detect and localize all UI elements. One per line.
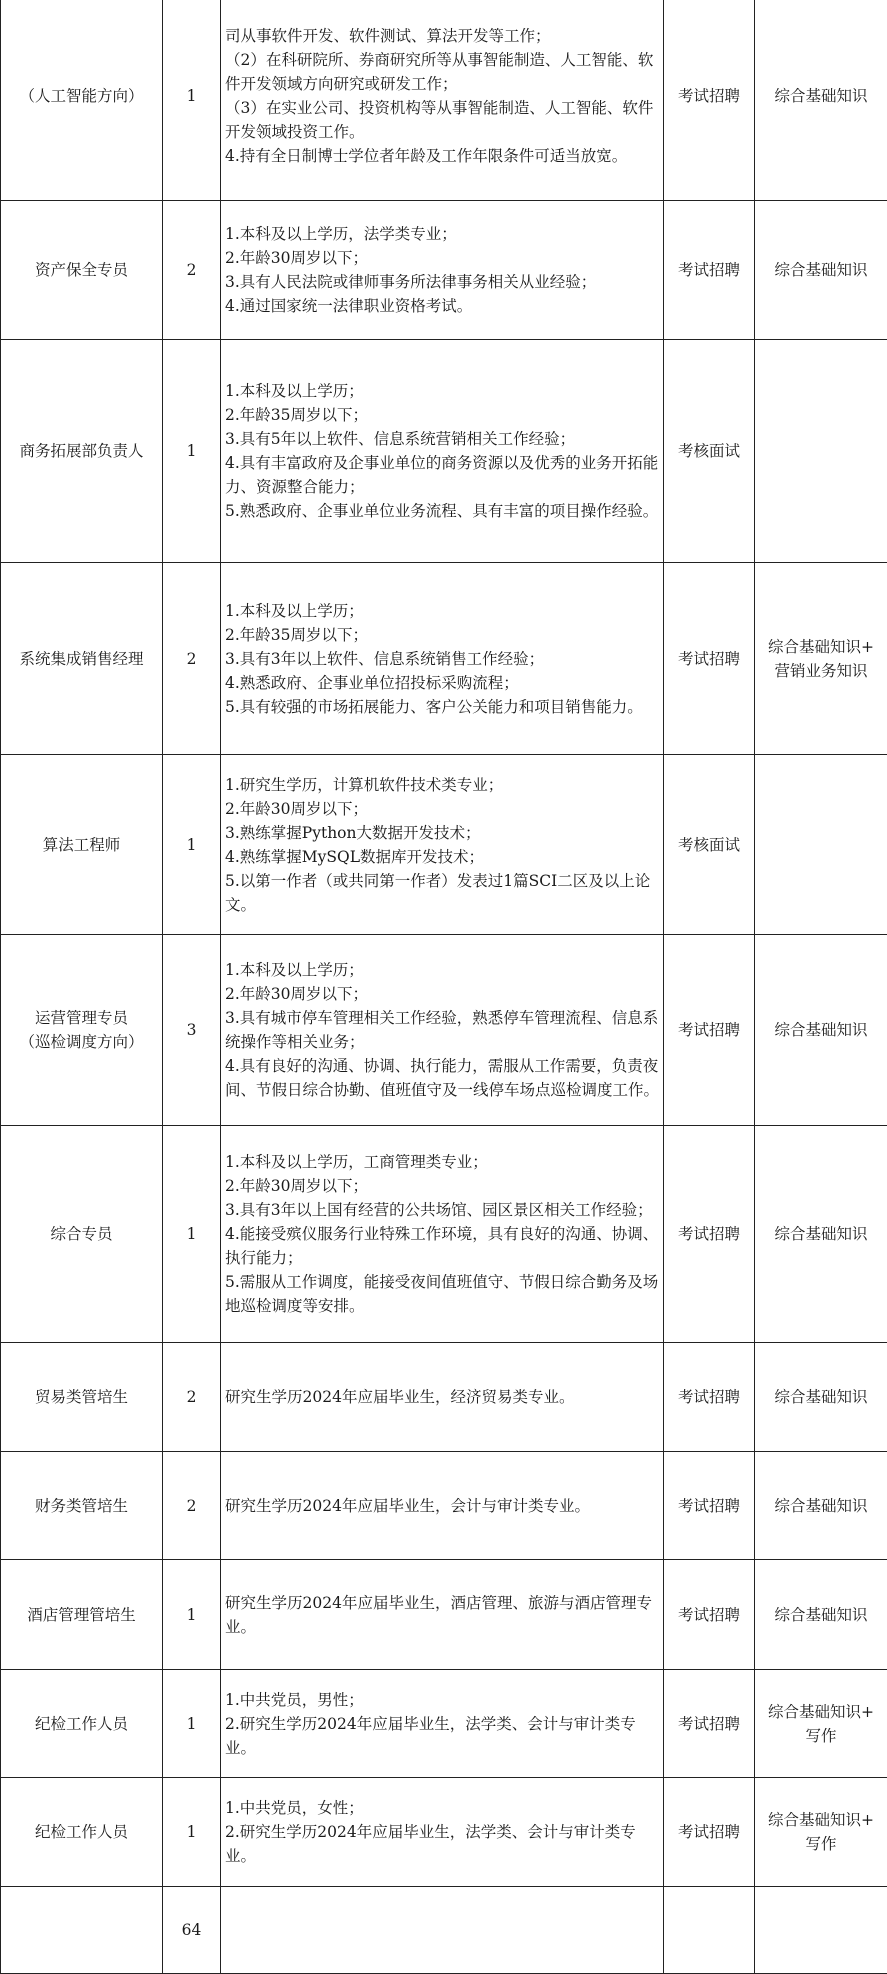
requirements-cell-line: 1.研究生学历，计算机软件技术类专业； <box>225 773 659 797</box>
requirements-cell-line: 研究生学历2024年应届毕业生，经济贸易类专业。 <box>225 1385 659 1409</box>
requirements-cell-line: 2.研究生学历2024年应届毕业生，法学类、会计与审计类专业。 <box>225 1820 659 1868</box>
table-row <box>1 1560 887 1670</box>
headcount-cell: 2 <box>163 201 221 340</box>
exam-subject-cell <box>755 340 887 563</box>
recruit-method-cell: 考核面试 <box>664 340 755 563</box>
requirements-cell <box>221 0 664 201</box>
position-name-cell <box>1 201 163 340</box>
requirements-cell-line: 2.年龄30周岁以下； <box>225 1174 659 1198</box>
position-name-cell <box>1 1560 163 1670</box>
recruit-method-cell <box>664 1887 755 1974</box>
exam-subject-cell-line: 综合基础知识 <box>757 258 885 282</box>
requirements-cell <box>221 1126 664 1343</box>
headcount-cell: 1 <box>163 1670 221 1778</box>
requirements-cell-line: 2.年龄35周岁以下； <box>225 403 659 427</box>
position-name-cell <box>1 340 163 563</box>
exam-subject-cell-line: 综合基础知识 <box>757 1018 885 1042</box>
table-row <box>1 935 887 1126</box>
recruit-method-cell: 考试招聘 <box>664 1452 755 1560</box>
position-name-cell <box>1 1670 163 1778</box>
exam-subject-cell-line: 综合基础知识+ <box>757 1700 885 1724</box>
exam-subject-cell <box>755 0 887 201</box>
exam-subject-cell-line: 综合基础知识 <box>757 84 885 108</box>
recruit-method-cell: 考试招聘 <box>664 563 755 755</box>
requirements-cell-line: 司从事软件开发、软件测试、算法开发等工作； <box>225 24 659 48</box>
headcount-cell: 1 <box>163 1126 221 1343</box>
requirements-cell-line: 5.需服从工作调度，能接受夜间值班值守、节假日综合勤务及场地巡检调度等安排。 <box>225 1270 659 1318</box>
headcount-cell: 1 <box>163 1778 221 1887</box>
position-name-cell-line: 商务拓展部负责人 <box>5 439 158 463</box>
table-row <box>1 1670 887 1778</box>
headcount-cell: 1 <box>163 0 221 201</box>
exam-subject-cell-line: 综合基础知识 <box>757 1494 885 1518</box>
position-name-cell-line: 财务类管培生 <box>5 1494 158 1518</box>
exam-subject-cell-line: 写作 <box>757 1724 885 1748</box>
recruit-method-cell: 考试招聘 <box>664 1560 755 1670</box>
exam-subject-cell <box>755 755 887 935</box>
position-name-cell <box>1 1778 163 1887</box>
requirements-cell-line: 2.年龄30周岁以下； <box>225 246 659 270</box>
requirements-cell-line: 1.本科及以上学历； <box>225 958 659 982</box>
exam-subject-cell-line: 综合基础知识+ <box>757 1808 885 1832</box>
requirements-cell <box>221 1670 664 1778</box>
position-name-cell-line: 算法工程师 <box>5 833 158 857</box>
position-name-cell-line: 酒店管理管培生 <box>5 1603 158 1627</box>
requirements-cell-line: 3.具有3年以上国有经营的公共场馆、园区景区相关工作经验； <box>225 1198 659 1222</box>
headcount-cell: 3 <box>163 935 221 1126</box>
requirements-cell <box>221 1887 664 1974</box>
table-row <box>1 340 887 563</box>
headcount-cell: 2 <box>163 1452 221 1560</box>
requirements-cell-line: 4.能接受殡仪服务行业特殊工作环境，具有良好的沟通、协调、执行能力； <box>225 1222 659 1270</box>
table-row <box>1 1778 887 1887</box>
exam-subject-cell <box>755 1670 887 1778</box>
recruit-method-cell: 考试招聘 <box>664 0 755 201</box>
requirements-cell-line: 2.年龄30周岁以下； <box>225 982 659 1006</box>
table-row <box>1 201 887 340</box>
requirements-cell-line: 4.持有全日制博士学位者年龄及工作年限条件可适当放宽。 <box>225 144 659 168</box>
exam-subject-cell-line: 写作 <box>757 1832 885 1856</box>
requirements-cell-line: 研究生学历2024年应届毕业生，会计与审计类专业。 <box>225 1494 659 1518</box>
requirements-cell <box>221 1452 664 1560</box>
requirements-cell-line: 4.熟练掌握MySQL数据库开发技术； <box>225 845 659 869</box>
exam-subject-cell <box>755 1452 887 1560</box>
requirements-cell-line: 1.中共党员，男性； <box>225 1688 659 1712</box>
position-name-cell <box>1 1343 163 1452</box>
requirements-cell <box>221 755 664 935</box>
exam-subject-cell <box>755 935 887 1126</box>
headcount-cell: 1 <box>163 1560 221 1670</box>
exam-subject-cell-line: 综合基础知识 <box>757 1603 885 1627</box>
requirements-cell <box>221 201 664 340</box>
requirements-cell-line: 4.具有丰富政府及企事业单位的商务资源以及优秀的业务开拓能力、资源整合能力； <box>225 451 659 499</box>
requirements-cell-line: 3.具有5年以上软件、信息系统营销相关工作经验； <box>225 427 659 451</box>
requirements-cell-line: 4.具有良好的沟通、协调、执行能力，需服从工作需要，负责夜间、节假日综合协勤、值班值守及一线停车场点巡检调度工作。 <box>225 1054 659 1102</box>
position-name-cell <box>1 755 163 935</box>
requirements-cell <box>221 1343 664 1452</box>
position-name-cell-line: 系统集成销售经理 <box>5 647 158 671</box>
recruit-method-cell: 考试招聘 <box>664 935 755 1126</box>
requirements-cell-line: 5.具有较强的市场拓展能力、客户公关能力和项目销售能力。 <box>225 695 659 719</box>
requirements-cell-line: 3.熟练掌握Python大数据开发技术； <box>225 821 659 845</box>
requirements-cell-line: 4.熟悉政府、企事业单位招投标采购流程； <box>225 671 659 695</box>
exam-subject-cell <box>755 1343 887 1452</box>
requirements-cell <box>221 563 664 755</box>
table-row <box>1 755 887 935</box>
requirements-cell-line: 1.本科及以上学历，工商管理类专业； <box>225 1150 659 1174</box>
position-name-cell-line: （巡检调度方向） <box>5 1030 158 1054</box>
exam-subject-cell <box>755 201 887 340</box>
position-name-cell <box>1 935 163 1126</box>
position-name-cell-line: 资产保全专员 <box>5 258 158 282</box>
position-name-cell <box>1 1887 163 1974</box>
position-name-cell-line: 综合专员 <box>5 1222 158 1246</box>
requirements-cell-line: 2.年龄35周岁以下； <box>225 623 659 647</box>
recruit-method-cell: 考核面试 <box>664 755 755 935</box>
table-row <box>1 0 887 201</box>
requirements-cell-line: 1.中共党员，女性； <box>225 1796 659 1820</box>
requirements-cell-line: 5.以第一作者（或共同第一作者）发表过1篇SCI二区及以上论文。 <box>225 869 659 917</box>
table-row <box>1 563 887 755</box>
headcount-cell: 64 <box>163 1887 221 1974</box>
requirements-cell-line: 研究生学历2024年应届毕业生，酒店管理、旅游与酒店管理专业。 <box>225 1591 659 1639</box>
recruit-method-cell: 考试招聘 <box>664 201 755 340</box>
table-row <box>1 1343 887 1452</box>
exam-subject-cell <box>755 1778 887 1887</box>
requirements-cell-line: 3.具有城市停车管理相关工作经验，熟悉停车管理流程、信息系统操作等相关业务； <box>225 1006 659 1054</box>
recruit-method-cell: 考试招聘 <box>664 1778 755 1887</box>
position-name-cell-line: 纪检工作人员 <box>5 1820 158 1844</box>
requirements-cell <box>221 1778 664 1887</box>
requirements-cell-line: 1.本科及以上学历，法学类专业； <box>225 222 659 246</box>
headcount-cell: 1 <box>163 340 221 563</box>
table-row <box>1 1126 887 1343</box>
requirements-cell-line: （2）在科研院所、券商研究所等从事智能制造、人工智能、软件开发领域方向研究或研发工作； <box>225 48 659 96</box>
table-row <box>1 1452 887 1560</box>
exam-subject-cell-line: 营销业务知识 <box>757 659 885 683</box>
recruit-method-cell: 考试招聘 <box>664 1343 755 1452</box>
position-name-cell-line: 运营管理专员 <box>5 1006 158 1030</box>
exam-subject-cell <box>755 1126 887 1343</box>
exam-subject-cell-line: 综合基础知识+ <box>757 635 885 659</box>
position-name-cell <box>1 1126 163 1343</box>
requirements-cell <box>221 340 664 563</box>
position-name-cell <box>1 1452 163 1560</box>
requirements-cell-line: 3.具有3年以上软件、信息系统销售工作经验； <box>225 647 659 671</box>
requirements-cell-line: 3.具有人民法院或律师事务所法律事务相关从业经验； <box>225 270 659 294</box>
recruit-method-cell: 考试招聘 <box>664 1126 755 1343</box>
requirements-cell-line: 2.研究生学历2024年应届毕业生，法学类、会计与审计类专业。 <box>225 1712 659 1760</box>
position-name-cell-line: 纪检工作人员 <box>5 1712 158 1736</box>
exam-subject-cell <box>755 563 887 755</box>
recruit-method-cell: 考试招聘 <box>664 1670 755 1778</box>
exam-subject-cell <box>755 1887 887 1974</box>
position-name-cell <box>1 563 163 755</box>
exam-subject-cell-line: 综合基础知识 <box>757 1222 885 1246</box>
requirements-cell-line: 4.通过国家统一法律职业资格考试。 <box>225 294 659 318</box>
table-body <box>1 0 887 1974</box>
exam-subject-cell <box>755 1560 887 1670</box>
requirements-cell <box>221 1560 664 1670</box>
requirements-cell-line: 2.年龄30周岁以下； <box>225 797 659 821</box>
headcount-cell: 2 <box>163 1343 221 1452</box>
requirements-cell-line: 1.本科及以上学历； <box>225 379 659 403</box>
headcount-cell: 1 <box>163 755 221 935</box>
position-name-cell-line: （人工智能方向） <box>5 84 158 108</box>
requirements-cell-line: 5.熟悉政府、企事业单位业务流程、具有丰富的项目操作经验。 <box>225 499 659 523</box>
requirements-cell <box>221 935 664 1126</box>
position-name-cell-line: 贸易类管培生 <box>5 1385 158 1409</box>
table-row <box>1 1887 887 1974</box>
requirements-cell-line: （3）在实业公司、投资机构等从事智能制造、人工智能、软件开发领域投资工作。 <box>225 96 659 144</box>
headcount-cell: 2 <box>163 563 221 755</box>
position-name-cell <box>1 0 163 201</box>
requirements-cell-line: 1.本科及以上学历； <box>225 599 659 623</box>
exam-subject-cell-line: 综合基础知识 <box>757 1385 885 1409</box>
